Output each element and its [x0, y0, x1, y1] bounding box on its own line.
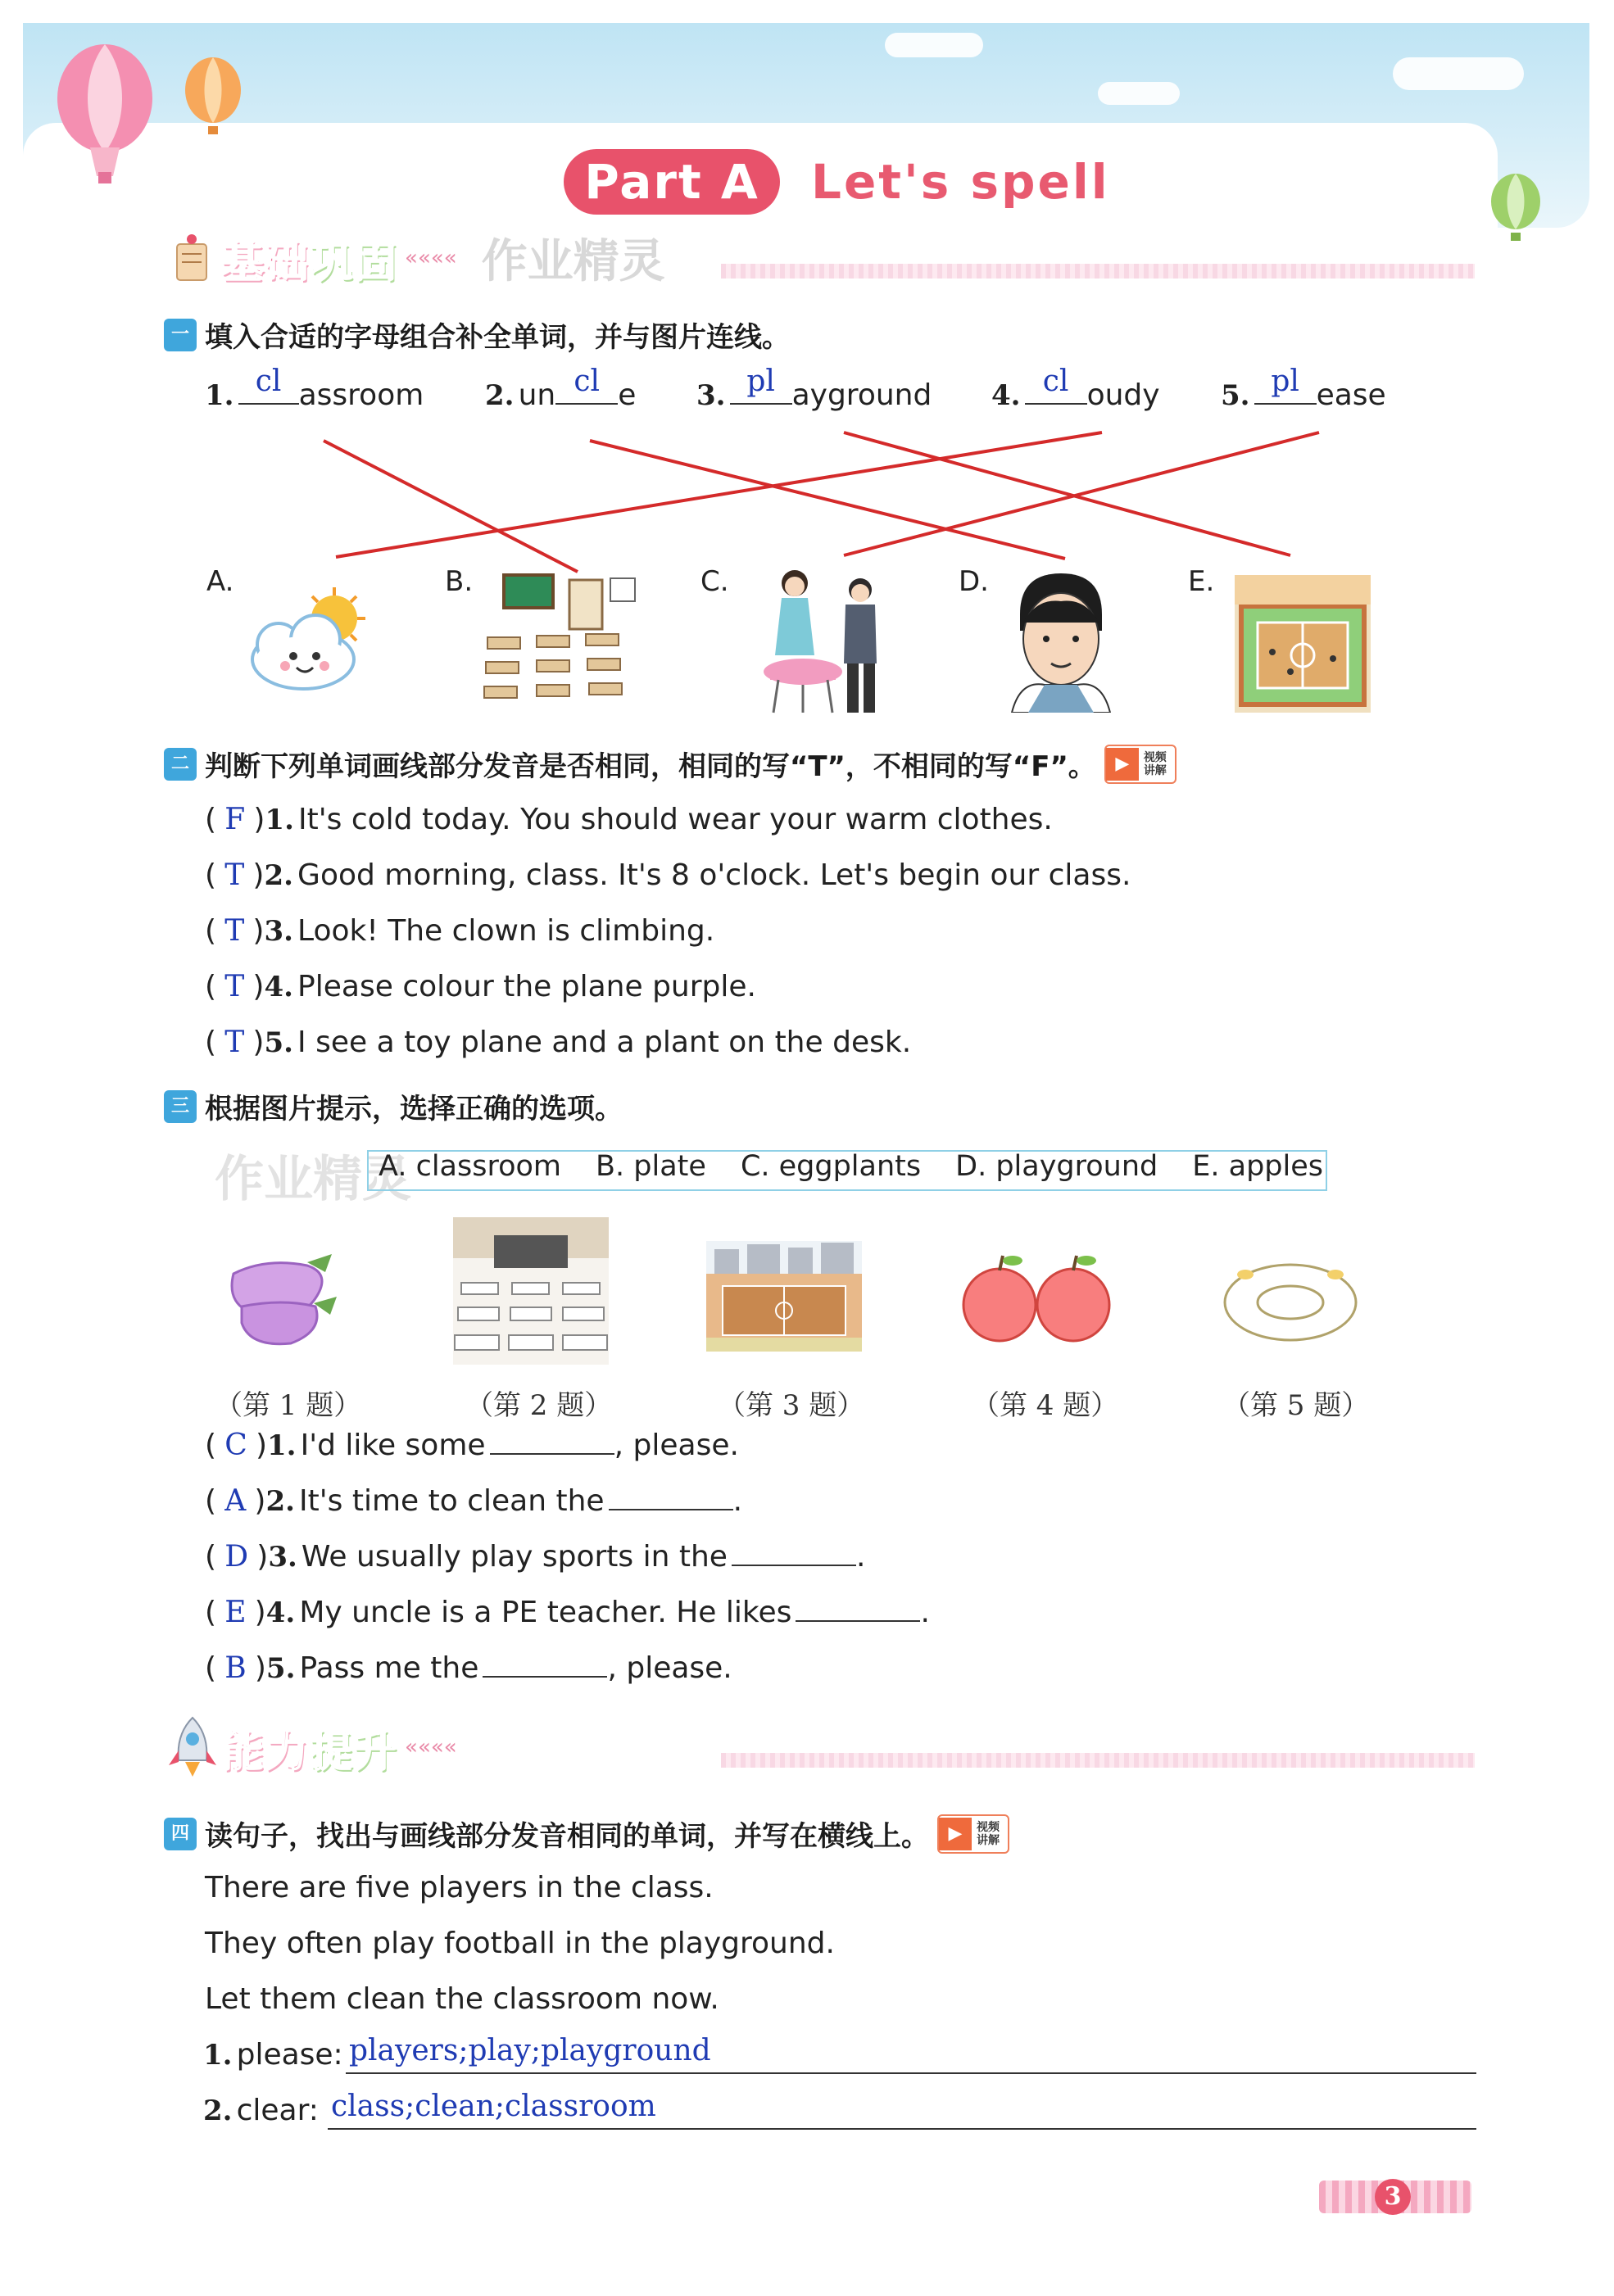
q3-badge: 三 — [164, 1090, 197, 1123]
answer-blank[interactable]: pl — [1254, 369, 1317, 405]
q2-item-4: ( T )4. Please colour the plane purple. — [205, 970, 756, 1003]
answer[interactable]: A — [224, 1484, 247, 1518]
q3-item-2: ( A )2. It's time to clean the . — [205, 1484, 743, 1518]
q1-item-5: 5. pl ease — [1221, 365, 1386, 412]
q2-instruction: 判断下列单词画线部分发音是否相同，相同的写“T”，不相同的写“F”。 — [205, 750, 1096, 783]
q4-badge: 四 — [164, 1818, 197, 1850]
answer-blank[interactable] — [609, 1484, 733, 1510]
q2-item-2: ( T )2. Good morning, class. It's 8 o'clock. Let's begin our class. — [205, 858, 1131, 892]
eggplant-icon — [217, 1249, 340, 1352]
man-face-icon — [995, 565, 1127, 713]
answer[interactable]: T — [224, 970, 245, 1003]
page-number: 3 — [1375, 2179, 1411, 2215]
picture-label-c: C. — [700, 565, 729, 598]
video-explain-button[interactable]: ▶ 视频讲解 — [937, 1814, 1009, 1854]
q4-sentence: They often play football in the playground. — [205, 1927, 835, 1960]
answer-blank[interactable] — [483, 1651, 607, 1678]
answer-line[interactable]: class;clean;classroom — [328, 2092, 1476, 2130]
picture-caption: （第 2 题） — [465, 1389, 613, 1422]
answer-blank[interactable]: cl — [1025, 369, 1087, 405]
picture-caption: （第 5 题） — [1222, 1389, 1370, 1422]
picture-caption: （第 4 题） — [972, 1389, 1119, 1422]
q2-heading — [164, 744, 1176, 784]
q3-item-5: ( B )5. Pass me the , please. — [205, 1651, 732, 1685]
picture-label-b: B. — [445, 565, 474, 598]
q2-item-3: ( T )3. Look! The clown is climbing. — [205, 914, 715, 948]
part-subtitle: Let's spell — [811, 154, 1110, 210]
apples-icon — [959, 1249, 1118, 1352]
choice-a: A. classroom — [379, 1150, 562, 1183]
arrows-icon: «««« — [405, 1735, 457, 1759]
answer-blank[interactable]: pl — [730, 369, 792, 405]
q3-instruction: 根据图片提示，选择正确的选项。 — [205, 1093, 623, 1125]
q4-sentence: There are five players in the class. — [205, 1871, 714, 1904]
q1-item-1: 1. cl assroom — [205, 365, 424, 412]
matching-lines — [0, 0, 1614, 623]
q1-item-4: 4. cl oudy — [991, 365, 1160, 412]
q4-sentence: Let them clean the classroom now. — [205, 1982, 719, 2016]
answer[interactable]: T — [224, 914, 245, 948]
choice-d: D. playground — [955, 1150, 1158, 1183]
answer-blank[interactable]: cl — [238, 369, 299, 405]
q4-instruction: 读句子，找出与画线部分发音相同的单词，并写在横线上。 — [205, 1820, 929, 1853]
picture-label-d: D. — [959, 565, 989, 598]
section-divider — [721, 1753, 1475, 1768]
section-ability-title: 能力提升 — [221, 1727, 399, 1777]
q4-heading — [164, 1814, 1009, 1854]
q3-item-4: ( E )4. My uncle is a PE teacher. He likes . — [205, 1596, 930, 1629]
rocket-icon — [164, 1714, 221, 1780]
q1-badge: 一 — [164, 319, 197, 351]
play-icon: ▶ — [939, 1818, 972, 1850]
answer[interactable]: T — [224, 858, 245, 892]
answer-blank[interactable]: cl — [555, 369, 618, 405]
answer-line[interactable]: players;play;playground — [346, 2036, 1476, 2074]
picture-caption: （第 1 题） — [215, 1389, 362, 1422]
playground-icon — [1233, 573, 1372, 714]
choice-c: C. eggplants — [740, 1150, 922, 1183]
watermark: 作业精灵 — [481, 234, 665, 288]
q4-item-2: 2. clear: — [203, 2094, 319, 2127]
q4-item-1: 1. please: — [203, 2038, 343, 2072]
playground-photo-icon — [706, 1241, 862, 1352]
part-label: Part A — [564, 149, 780, 215]
plate-icon — [1221, 1253, 1360, 1347]
section-basic-title: 基础巩固 — [221, 238, 399, 288]
q3-heading — [164, 1086, 623, 1126]
q2-badge: 二 — [164, 748, 197, 781]
q2-sentence: Good morning, class. It's 8 o'clock. Let's begin our class. — [297, 858, 1131, 892]
answer-blank[interactable] — [732, 1540, 856, 1566]
video-explain-button[interactable]: ▶ 视频讲解 — [1104, 745, 1176, 784]
q2-item-5: ( T )5. I see a toy plane and a plant on the desk. — [205, 1026, 912, 1059]
classroom-icon — [479, 572, 639, 715]
classroom-photo-icon — [453, 1217, 609, 1365]
match-line — [590, 441, 1065, 559]
answer[interactable]: D — [224, 1540, 249, 1574]
q2-sentence: It's cold today. You should wear your warm clothes. — [298, 803, 1053, 836]
choice-b: B. plate — [596, 1150, 706, 1183]
answer[interactable]: B — [224, 1651, 247, 1685]
q3-item-1: ( C )1. I'd like some , please. — [205, 1429, 739, 1462]
couple-icon — [754, 565, 893, 717]
choice-list — [379, 1150, 1323, 1183]
q2-sentence: I see a toy plane and a plant on the desk. — [297, 1026, 912, 1059]
picture-label-e: E. — [1188, 565, 1215, 598]
q2-sentence: Look! The clown is climbing. — [297, 914, 715, 948]
picture-caption: （第 3 题） — [718, 1389, 865, 1422]
answer[interactable]: T — [224, 1026, 245, 1059]
play-icon: ▶ — [1106, 748, 1139, 781]
q3-item-3: ( D )3. We usually play sports in the . — [205, 1540, 866, 1574]
answer-blank[interactable] — [490, 1429, 614, 1455]
q1-item-3: 3. pl ayground — [696, 365, 932, 412]
q1-item-2: 2. un cl e — [485, 365, 637, 412]
answer[interactable]: C — [224, 1429, 247, 1462]
watermark: 作业精灵 — [215, 1151, 411, 1208]
arrows-icon: «««« — [405, 246, 457, 270]
choice-e: E. apples — [1192, 1150, 1324, 1183]
q2-item-1: ( F )1. It's cold today. You should wear your warm clothes. — [205, 803, 1053, 836]
picture-label-a: A. — [206, 565, 234, 598]
q1-instruction: 填入合适的字母组合补全单词，并与图片连线。 — [205, 321, 790, 354]
cloud-sun-icon — [238, 586, 377, 700]
answer[interactable]: F — [224, 803, 246, 836]
q2-sentence: Please colour the plane purple. — [297, 970, 756, 1003]
answer-blank[interactable] — [796, 1596, 920, 1622]
answer[interactable]: E — [224, 1596, 247, 1629]
section-ability-banner — [164, 1719, 457, 1776]
